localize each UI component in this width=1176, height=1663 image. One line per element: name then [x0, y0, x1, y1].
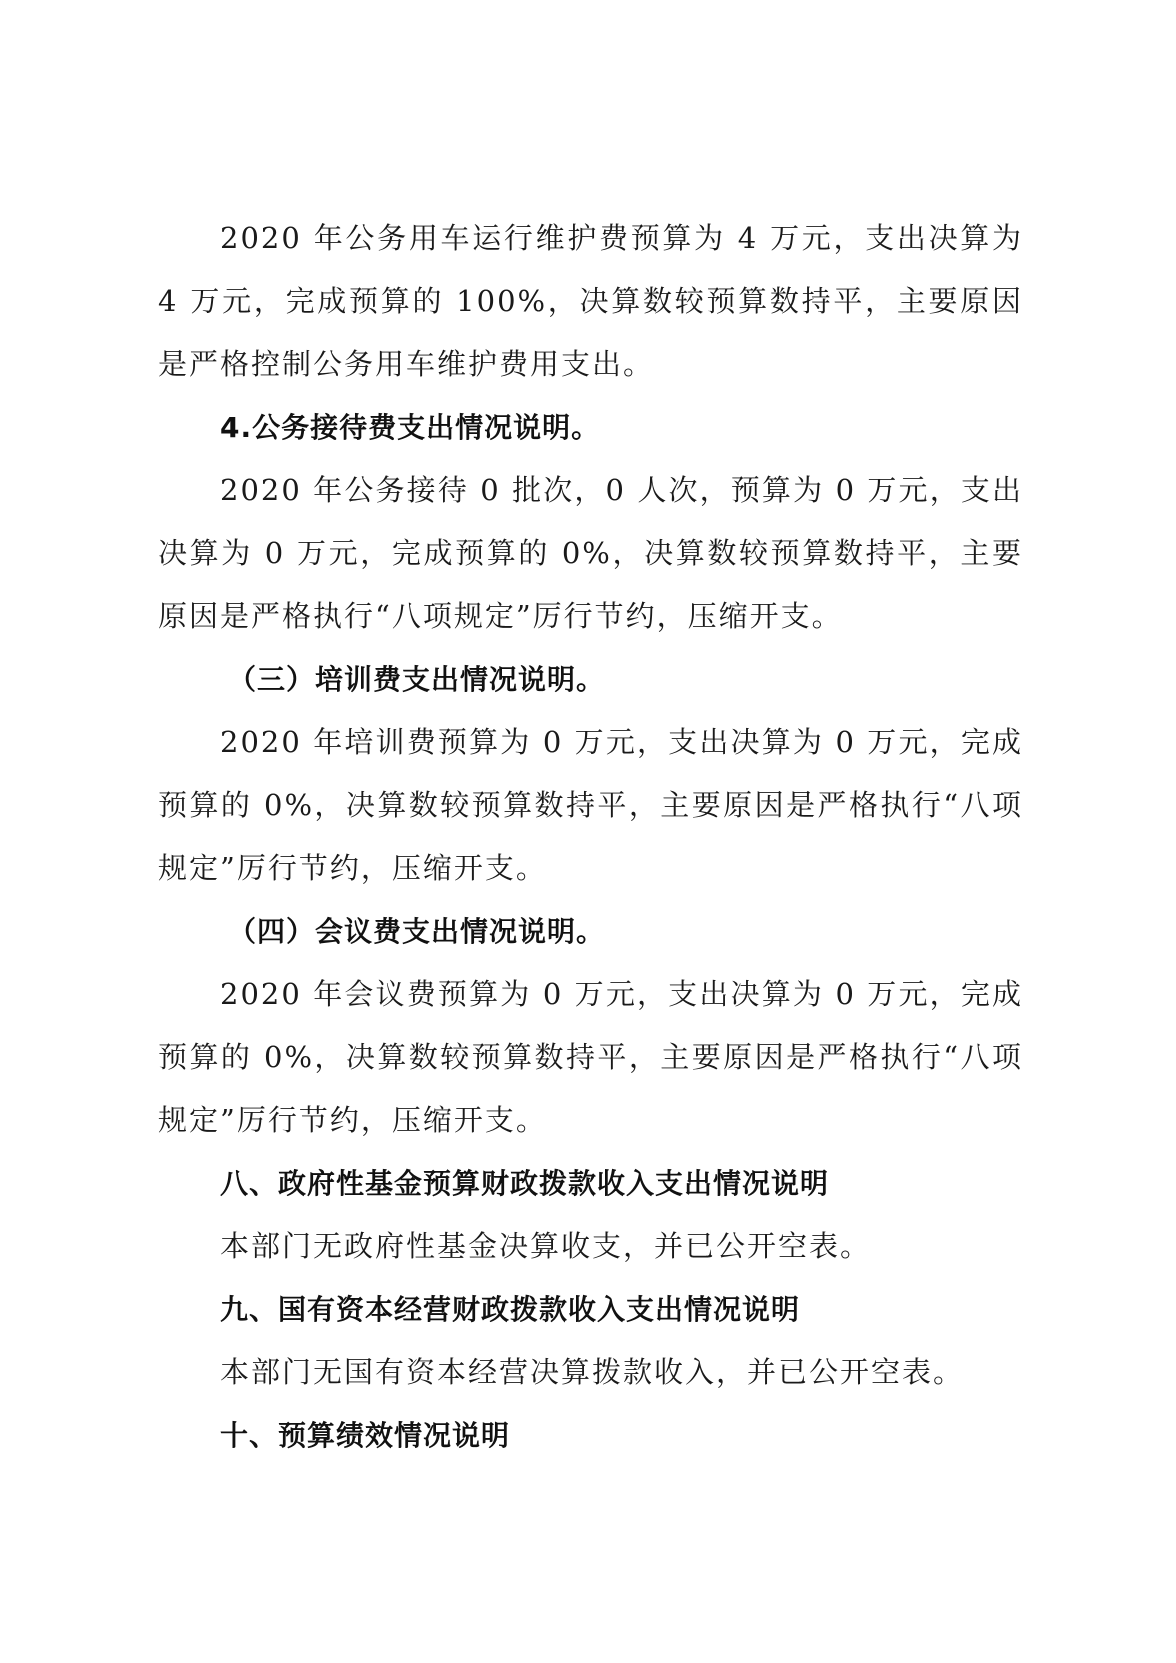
paragraph-state-capital: 本部门无国有资本经营决算拨款收入，并已公开空表。	[220, 1355, 965, 1389]
paragraph-reception-expense: 2020 年公务接待 0 批次，0 人次，预算为 0 万元，支出决算为 0 万元，完成预算的 0%，决算数较预算数持平，主要原因是严格执行“八项规定”厉行节约，压缩开支。	[158, 473, 1023, 633]
paragraph-training-expense: 2020 年培训费预算为 0 万元，支出决算为 0 万元，完成预算的 0%，决算数较预算数持平，主要原因是严格执行“八项规定”厉行节约，压缩开支。	[158, 725, 1023, 885]
heading-reception-expense: 4.公务接待费支出情况说明。	[220, 411, 601, 444]
paragraph-vehicle-maintenance: 2020 年公务用车运行维护费预算为 4 万元，支出决算为 4 万元，完成预算的 100%，决算数较预算数持平，主要原因是严格控制公务用车维护费用支出。	[158, 221, 1023, 381]
paragraph-government-fund: 本部门无政府性基金决算收支，并已公开空表。	[220, 1229, 872, 1263]
paragraph-meeting-expense: 2020 年会议费预算为 0 万元，支出决算为 0 万元，完成预算的 0%，决算数较预算数持平，主要原因是严格执行“八项规定”厉行节约，压缩开支。	[158, 977, 1023, 1137]
heading-performance: 十、预算绩效情况说明	[220, 1419, 511, 1452]
heading-training-expense: （三）培训费支出情况说明。	[228, 663, 606, 696]
heading-meeting-expense: （四）会议费支出情况说明。	[228, 915, 606, 948]
document-body	[158, 207, 1023, 1467]
heading-government-fund: 八、政府性基金预算财政拨款收入支出情况说明	[220, 1167, 830, 1200]
heading-state-capital: 九、国有资本经营财政拨款收入支出情况说明	[220, 1293, 801, 1326]
